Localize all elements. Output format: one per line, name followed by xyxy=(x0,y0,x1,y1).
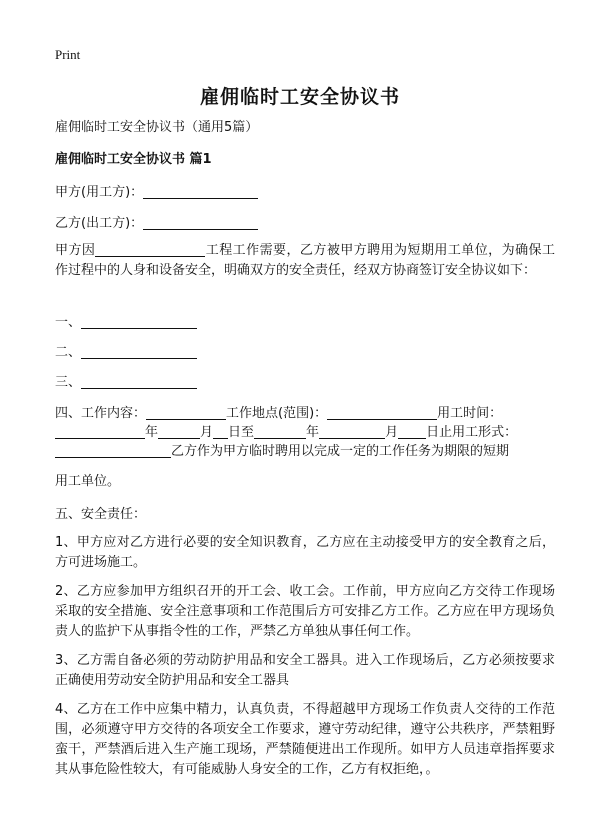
work-place-label: 工作地点(范围)： xyxy=(226,406,328,421)
item-1-blank xyxy=(81,314,197,329)
project-blank xyxy=(95,242,205,257)
item-4-line-3 xyxy=(55,442,509,461)
item-3 xyxy=(55,373,197,392)
party-a-line xyxy=(55,183,258,202)
start-year-blank xyxy=(55,424,145,439)
item-2-blank xyxy=(81,344,197,359)
party-b-line xyxy=(55,214,258,233)
work-time-label: 用工时间： xyxy=(437,406,503,421)
item-1-label: 一、 xyxy=(55,315,82,330)
document-title: 雇佣临时工安全协议书 xyxy=(199,86,400,108)
party-b-label: 乙方(出工方)： xyxy=(55,216,144,231)
end-day-blank xyxy=(398,424,426,439)
intro-paragraph xyxy=(55,241,555,281)
item-5-label: 五、安全责任： xyxy=(55,507,147,522)
print-label[interactable]: Print xyxy=(55,47,81,62)
month-label-2: 月 xyxy=(385,425,399,440)
item-4-line-4: 用工单位。 xyxy=(55,474,121,489)
section-heading: 雇佣临时工安全协议书 篇1 xyxy=(55,152,212,167)
paragraph-2: 2、乙方应参加甲方组织召开的开工会、收工会。工作前，甲方应向乙方交待工作现场采取的安全措施、安全注意事项和工作范围后方可安排乙方工作。乙方应在甲方现场负责人的监护下从事指令性的工作，严禁乙方单独从事任何工作。 xyxy=(55,584,555,639)
item-2-label: 二、 xyxy=(55,345,82,360)
end-year-blank xyxy=(254,424,306,439)
item-1 xyxy=(55,313,197,332)
year-label-2: 年 xyxy=(306,425,320,440)
party-b-blank xyxy=(143,215,258,230)
start-day-blank xyxy=(213,424,228,439)
end-month-blank xyxy=(319,424,385,439)
start-month-blank xyxy=(158,424,200,439)
document-subtitle: 雇佣临时工安全协议书（通用5篇） xyxy=(55,120,259,135)
work-content-blank xyxy=(146,405,226,420)
paragraph-1: 1、甲方应对乙方进行必要的安全知识教育，乙方应在主动接受甲方的安全教育之后，方可进场施工。 xyxy=(55,535,555,570)
paragraph-3: 3、乙方需自备必须的劳动防护用品和安全工器具。进入工作现场后，乙方必须按要求正确使用劳动安全防护用品和安全工器具 xyxy=(55,653,555,688)
month-label: 月 xyxy=(200,425,214,440)
day-to-label: 日至 xyxy=(228,425,255,440)
item-4-line-2 xyxy=(55,423,517,442)
employment-form-blank xyxy=(55,443,171,458)
temp-text: 乙方作为甲方临时聘用以完成一定的工作任务为期限的短期 xyxy=(171,444,510,459)
item-2 xyxy=(55,343,197,362)
item-4-label: 四、工作内容： xyxy=(55,406,147,421)
year-label: 年 xyxy=(145,425,159,440)
party-a-blank xyxy=(143,184,258,199)
day-end-label: 日止用工形式： xyxy=(426,425,518,440)
party-a-label: 甲方(用工方)： xyxy=(55,185,144,200)
paragraph-4: 4、乙方在工作中应集中精力，认真负责，不得超越甲方现场工作负责人交待的工作范围，必须遵守甲方交待的各项安全工作要求，遵守劳动纪律，遵守公共秩序，严禁粗野蛮干，严禁酒后进入生产施工现场，严禁随便进出工作现所。如甲方人员违章指挥要求其从事危险性较大，有可能威胁人身安全的工作，乙方有权拒绝，。 xyxy=(55,702,555,777)
item-3-blank xyxy=(81,374,197,389)
item-3-label: 三、 xyxy=(55,375,82,390)
intro-text: 工程工作需要，乙方被甲方聘用为短期用工单位，为确保工作过程中的人身和设备安全，明确双方的安全责任，经双方协商签订安全协议如下： xyxy=(55,243,555,278)
intro-prefix: 甲方因 xyxy=(55,243,96,258)
item-4-line-1 xyxy=(55,404,502,423)
work-place-blank xyxy=(327,405,437,420)
